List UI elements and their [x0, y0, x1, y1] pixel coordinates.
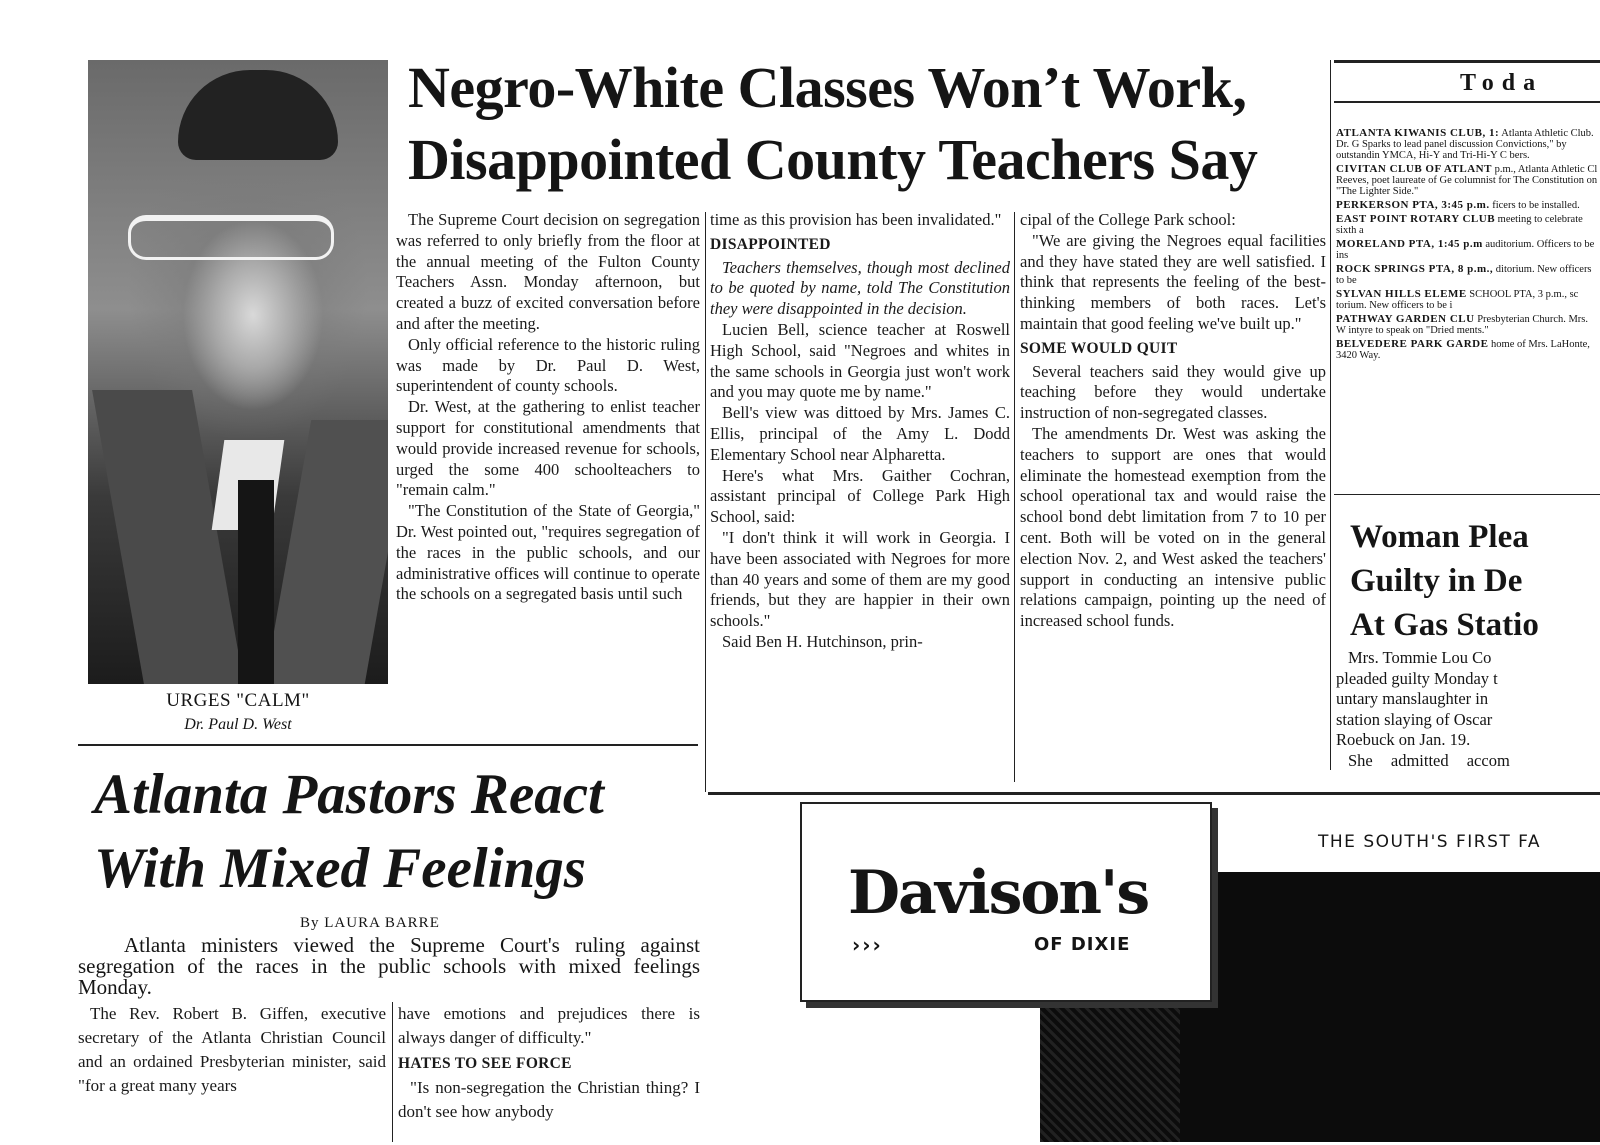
paragraph: Dr. West, at the gathering to enlist teacher support for constitutional amendments that would provide increased revenue for schools, urged the some 400 schoolteachers to "remain calm." [396, 397, 700, 500]
event-name: EAST POINT ROTARY CLUB [1336, 213, 1496, 225]
event-text: ditorium. New officers to be [1336, 264, 1592, 286]
paragraph: The Rev. Robert B. Giffen, executive secretary of the Atlanta Christian Council and an ordained Presbyterian minister, said "for a great many years [78, 1004, 386, 1095]
main-headline [408, 52, 1328, 196]
ad-tagline: THE SOUTH'S FIRST FA [1318, 832, 1541, 852]
main-headline-line1: Negro-White Classes Won’t Work, [408, 55, 1247, 120]
text-line: station slaying of Oscar [1336, 709, 1493, 729]
event-item [1336, 128, 1600, 161]
woman-story-body [1336, 648, 1600, 771]
column-rule [392, 1002, 393, 1142]
byline: By LAURA BARRE [300, 915, 440, 931]
paragraph: have emotions and prejudices there is always danger of difficulty." [398, 1004, 700, 1047]
woman-headline-line3: At Gas Statio [1350, 607, 1539, 643]
event-item [1336, 289, 1600, 311]
subheading-some-would-quit: SOME WOULD QUIT [1020, 339, 1178, 357]
text-line: untary manslaughter in [1336, 689, 1489, 708]
portrait-photo [88, 60, 388, 684]
paragraph: Here's what Mrs. Gaither Cochran, assistant principal of College Park High School, said: [710, 465, 1010, 527]
pastors-column-2 [398, 1002, 700, 1124]
paragraph: Said Ben H. Hutchinson, prin- [722, 631, 923, 651]
event-name: ROCK SPRINGS PTA, 8 p.m., [1336, 263, 1494, 275]
main-headline-line2: Disappointed County Teachers Say [408, 127, 1258, 192]
column-rule [1014, 212, 1015, 782]
event-text: ficers to be installed. [1492, 200, 1580, 211]
pastors-column-1 [78, 1002, 386, 1098]
pastors-headline-line2: With Mixed Feelings [94, 837, 586, 900]
main-story-column-1 [396, 210, 700, 605]
photo-glasses [128, 215, 334, 260]
paragraph: Teachers themselves, though most declined to be quoted by name, told The Constitution they were disappointed in the decision. [710, 257, 1010, 319]
ad-texture [1040, 992, 1180, 1142]
photo-caption-name: Dr. Paul D. West [184, 716, 292, 733]
text-line: pleaded guilty Monday t [1336, 668, 1498, 688]
main-story-column-2 [710, 210, 1010, 653]
event-text: home of Mrs. LaHonte, 3420 Way. [1336, 339, 1590, 361]
column-rule [1330, 60, 1331, 770]
event-item [1336, 214, 1600, 236]
photo-tie [238, 480, 274, 684]
paragraph: time as this provision has been invalidated." [710, 210, 1002, 229]
pastors-headline-line1: Atlanta Pastors React [94, 763, 604, 826]
event-item [1336, 200, 1600, 211]
ad-logo: Davison's [848, 858, 1149, 928]
woman-headline [1350, 515, 1600, 647]
paragraph: The amendments Dr. West was asking the teachers to support are ones that would eliminate the homestead exemption from the school operational tax and would raise the school bond debt limitation from 7 to 10 per cent. Both will be voted on in the general election Nov. 2, and West asked the teachers' support in conducting an intensive public relations campaign, pointing up the need of increased school funds. [1020, 423, 1326, 631]
event-name: PERKERSON PTA, 3:45 p.m. [1336, 199, 1490, 211]
paragraph: Lucien Bell, science teacher at Roswell High School, said "Negroes and whites in the same schools in Georgia just won't work and you may quote me by name." [710, 319, 1010, 402]
woman-headline-line1: Woman Plea [1350, 519, 1529, 555]
event-text: SCHOOL PTA, 3 p.m., sc torium. New officers to be i [1336, 289, 1579, 311]
photo-jacket-left [92, 390, 244, 684]
event-name: MORELAND PTA, 1:45 p.m [1336, 238, 1483, 250]
today-events-list [1336, 128, 1600, 364]
section-divider [78, 744, 698, 746]
event-item [1336, 164, 1600, 197]
paragraph: Only official reference to the historic ruling was made by Dr. Paul D. West, superintendent of county schools. [396, 334, 700, 396]
event-name: PATHWAY GARDEN CLU [1336, 313, 1475, 325]
event-name: SYLVAN HILLS ELEME [1336, 288, 1467, 300]
subheading-disappointed: DISAPPOINTED [710, 235, 831, 253]
pastors-lead [78, 935, 700, 998]
event-name: CIVITAN CLUB OF ATLANT [1336, 163, 1492, 175]
paragraph: Several teachers said they would give up teaching before they would undertake instruction of non-segregated classes. [1020, 361, 1326, 423]
paragraph: The Supreme Court decision on segregation was referred to only briefly from the floor at the annual meeting of the Fulton County Teachers Assn. Monday afternoon, but created a buzz of excited conversation before and after the meeting. [396, 210, 700, 333]
event-item [1336, 339, 1600, 361]
subheading-hates-to-see-force: HATES TO SEE FORCE [398, 1055, 572, 1072]
event-text: Atlanta Athletic Club. Dr. G Sparks to lead panel discussion Convictions," by outstandin YMCA, Hi-Y and Tri-Hi-Y C bers. [1336, 128, 1594, 161]
woman-headline-line2: Guilty in De [1350, 563, 1523, 599]
paragraph: "The Constitution of the State of Georgia," Dr. West pointed out, "requires segregation of the races in the public schools, and our administrative offices will continue to operate the schools on a segregated basis until such [396, 501, 700, 604]
pastors-headline [94, 758, 694, 906]
text-line: Mrs. Tommie Lou Co [1348, 648, 1492, 667]
paragraph: "Is non-segregation the Christian thing? I don't see how anybody [398, 1078, 700, 1121]
photo-caption-title: URGES "CALM" [166, 690, 310, 711]
text-line: She admitted accom [1348, 750, 1510, 770]
ad-logo-sub: OF DIXIE [1034, 934, 1131, 955]
event-name: BELVEDERE PARK GARDE [1336, 338, 1489, 350]
event-item [1336, 314, 1600, 336]
photo-jacket-right [265, 420, 388, 684]
event-item [1336, 239, 1600, 261]
lead-paragraph: Atlanta ministers viewed the Supreme Court's ruling against segregation of the races in the public schools with mixed feelings Monday. [78, 933, 700, 999]
paragraph: Bell's view was dittoed by Mrs. James C. Ellis, principal of the Amy L. Dodd Elementary School near Alpharetta. [710, 403, 1010, 464]
photo-hair [178, 70, 338, 160]
event-text: Presbyterian Church. Mrs. W intyre to speak on "Dried ments." [1336, 314, 1589, 336]
text-line: Roebuck on Jan. 19. [1336, 730, 1471, 749]
section-divider [1334, 494, 1600, 495]
event-item [1336, 264, 1600, 286]
paragraph: cipal of the College Park school: [1020, 210, 1236, 229]
event-text: meeting to celebrate sixth a [1336, 214, 1583, 236]
paragraph: "We are giving the Negroes equal facilities and they have stated they are well satisfied. I think that represents the feeling of the best-thinking members of both races. Let's maintain that good feeling we've built up." [1020, 230, 1326, 333]
event-text: p.m., Atlanta Athletic Cl Reeves, poet laureate of Ge columnist for The Constitution on "The Lighter Side." [1336, 164, 1598, 197]
event-name: ATLANTA KIWANIS CLUB, 1: [1336, 127, 1500, 139]
ad-arrows-icon: ››› [852, 933, 883, 957]
today-title: Toda [1460, 70, 1544, 96]
event-text: auditorium. Officers to be ins [1336, 239, 1595, 261]
main-story-column-3 [1020, 210, 1326, 632]
column-rule [705, 212, 706, 792]
paragraph: "I don't think it will work in Georgia. I have been associated with Negroes for more than 40 years and some of them are my good friends, but they are happier in their own schools." [710, 527, 1010, 631]
